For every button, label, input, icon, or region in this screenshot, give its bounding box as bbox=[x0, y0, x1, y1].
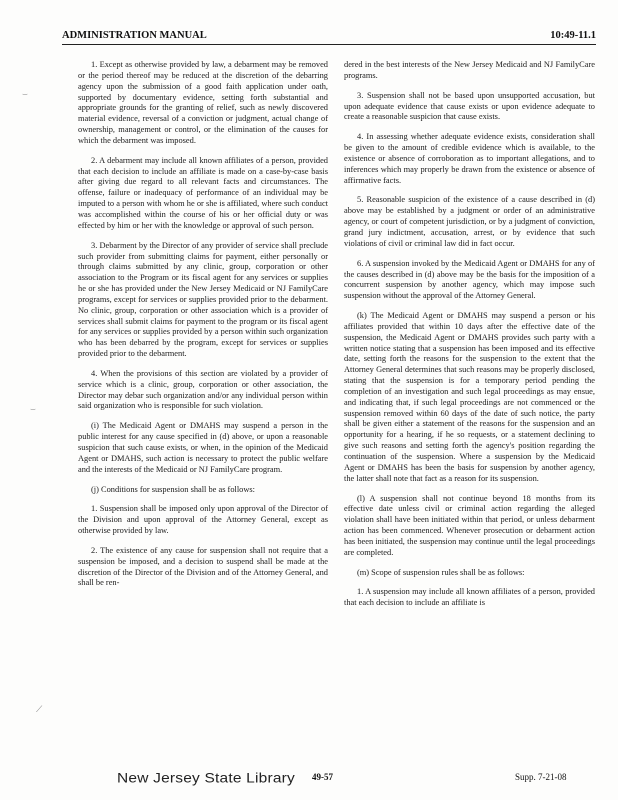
paragraph: 2. A debarment may include all known affiliates of a person, provided that each decision to include an affiliate is made on a case-by-case basis after giving due regard to all relevant facts and circumstances. The offense, failure or inadequacy of performance of an individual may be imputed to a person with whom he or she is affiliated, where such conduct was accomplished within the course of his or her official duty or was effected by him or her with the knowledge or approval of such person. bbox=[78, 155, 328, 230]
paragraph: 5. Reasonable suspicion of the existence of a cause described in (d) above may be established by a judgment or order of an administrative agency, or court of competent jurisdiction, or by a judgment of conviction, grand jury indictment, accusation, arrest, or by evidence that such violations of civil or criminal law did in fact occur. bbox=[344, 195, 595, 248]
paragraph: (j) Conditions for suspension shall be as follows: bbox=[91, 484, 255, 494]
paragraph: 3. Debarment by the Director of any provider of service shall preclude such provider from submitting claims for payment, either personally or through claims submitted by any clinic, group, corporation or other association to the Program or its fiscal agent for any services or supplies he or she has provided under the New Jersey Medicaid or NJ FamilyCare programs, except for services or supplies provided prior to the debarment. No clinic, group, corporation or other association which is a provider of services shall submit claims for payment to the program or its fiscal agent for any services or supplies provided by a person within such organization who has been debarred by the program, except for services or supplies provided prior to the debarment. bbox=[78, 240, 328, 359]
library-watermark: New Jersey State Library bbox=[117, 770, 295, 787]
right-column bbox=[344, 60, 595, 618]
header-rule bbox=[62, 44, 596, 45]
page-number: 49-57 bbox=[312, 772, 333, 782]
paragraph: 1. Except as otherwise provided by law, a debarment may be removed or the period thereof may be reduced at the discretion of the debarring agency upon the submission of a good faith application under oath, supported by documentary evidence, setting forth substantial and appropriate grounds for the granting of relief, such as newly discovered material evidence, reversal of a conviction or judgment, actual change of ownership, management or control, or the elimination of the causes for which the debarment was imposed. bbox=[78, 60, 328, 145]
page-footer bbox=[0, 768, 618, 790]
paragraph: (m) Scope of suspension rules shall be as follows: bbox=[357, 567, 525, 577]
margin-mark: ⌣ bbox=[30, 405, 36, 415]
paragraph: 1. A suspension may include all known affiliates of a person, provided that each decision to include an affiliate is bbox=[344, 587, 595, 608]
paragraph: 4. When the provisions of this section are violated by a provider of service which is a clinic, group, corporation or other association, the Director may debar such organization and/or any individual person within said organization who is responsible for such violation. bbox=[78, 368, 328, 411]
margin-mark: ⌣ bbox=[22, 90, 28, 100]
paragraph: (l) A suspension shall not continue beyond 18 months from its effective date unless civil or criminal action regarding the alleged violation shall have been initiated within that period, or unless debarment action has been commenced. Whenever prosecution or debarment action has been initiated, the suspension may continue until the legal proceedings are completed. bbox=[344, 493, 595, 557]
paragraph: 3. Suspension shall not be based upon unsupported accusation, but upon adequate evidence that cause exists or upon evidence adequate to create a reasonable suspicion that cause exists. bbox=[344, 90, 595, 122]
paragraph: 6. A suspension invoked by the Medicaid Agent or DMAHS for any of the causes described in (d) above may be the basis for the imposition of a concurrent suspension by another agency, which may impose such suspension without the approval of the Attorney General. bbox=[344, 258, 595, 301]
header-title: ADMINISTRATION MANUAL bbox=[62, 30, 207, 41]
left-column bbox=[78, 60, 328, 598]
paragraph: 1. Suspension shall be imposed only upon approval of the Director of the Division and upon approval of the Attorney General, except as otherwise provided by law. bbox=[78, 504, 328, 536]
paragraph-continued: dered in the best interests of the New Jersey Medicaid and NJ FamilyCare programs. bbox=[344, 60, 595, 80]
margin-mark: ⟋ bbox=[36, 705, 43, 715]
supplement-date: Supp. 7-21-08 bbox=[515, 772, 567, 782]
paragraph: (i) The Medicaid Agent or DMAHS may suspend a person in the public interest for any cause specified in (d) above, or upon a reasonable suspicion that such cause exists, or when, in the opinion of the Medicaid Agent or DMAHS, such action is necessary to protect the public welfare and the interests of the Medicaid or NJ FamilyCare program. bbox=[78, 421, 328, 474]
paragraph: 2. The existence of any cause for suspension shall not require that a suspension be imposed, and a decision to suspend shall be made at the discretion of the Director of the Division and of the Attorney General, and shall be ren- bbox=[78, 545, 328, 588]
header-section-number: 10:49-11.1 bbox=[550, 30, 596, 41]
paragraph: 4. In assessing whether adequate evidence exists, consideration shall be given to the amount of credible evidence which is available, to the existence or absence of corroboration as to important allegations, and to inferences which may properly be drawn from the existence or absence of affirmative facts. bbox=[344, 132, 595, 185]
paragraph: (k) The Medicaid Agent or DMAHS may suspend a person or his affiliates provided that within 10 days after the effective date of the suspension, the Medicaid Agent or DMAHS provides such party with a written notice stating that a suspension has been imposed and its effective date, setting forth the reasons for the suspension to the extent that the Attorney General determines that such reasons may be properly disclosed, stating that the suspension is for a temporary period pending the completion of an investigation and such legal proceedings as may ensue, and indicating that, if such legal proceedings are not commenced or the suspension removed within 60 days of the date of such notice, the party shall be given either a statement of the reasons for the suspension and an opportunity for a hearing, if he so requests, or a statement declining to give such reasons and setting forth the agency's position regarding the continuation of the suspension. Where a suspension by the Medicaid Agent or DMAHS has been the basis for suspension by another agency, the latter shall note that fact as a reason for its suspension. bbox=[344, 311, 595, 483]
